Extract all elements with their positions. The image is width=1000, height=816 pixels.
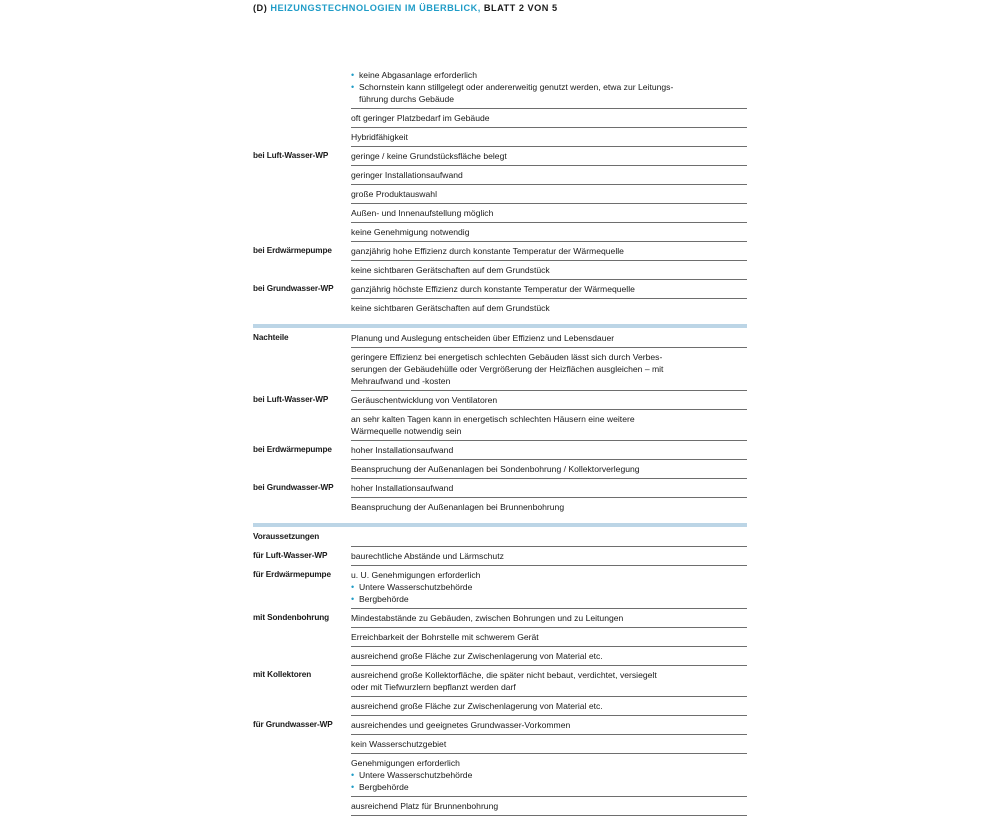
table-cell: baurechtliche Abstände und Lärmschutz (351, 547, 747, 566)
table-row (253, 498, 747, 520)
table-row (253, 66, 747, 109)
table-row (253, 348, 747, 391)
table-row (253, 128, 747, 147)
row-label: bei Erdwärmepumpe (253, 246, 332, 255)
header-prefix: (D) (253, 3, 268, 13)
table-cell: ganzjährig hohe Effizienz durch konstante Temperatur der Wärmequelle (351, 242, 747, 261)
table-row (253, 242, 747, 261)
row-label: bei Luft-Wasser-WP (253, 395, 329, 404)
table-row (253, 299, 747, 321)
table-row (253, 391, 747, 410)
table-row (253, 547, 747, 566)
table-cell: ausreichendes und geeignetes Grundwasser-Vorkommen (351, 716, 747, 735)
section-divider (253, 324, 747, 328)
section-label: Nachteile (253, 333, 289, 342)
table-cell: Mindestabstände zu Gebäuden, zwischen Bohrungen und zu Leitungen (351, 609, 747, 628)
header-title: HEIZUNGSTECHNOLOGIEN IM ÜBERBLICK, (270, 3, 481, 13)
table-cell: ausreichend große Fläche zur Zwischenlagerung von Material etc. (351, 697, 747, 716)
header-page: BLATT 2 VON 5 (483, 3, 558, 13)
table-cell: keine sichtbaren Gerätschaften auf dem Grundstück (351, 303, 550, 313)
table-cell: ausreichend große Fläche zur Zwischenlagerung von Material etc. (351, 647, 747, 666)
row-label: bei Grundwasser-WP (253, 483, 334, 492)
table-cell: ausreichend Platz für Brunnenbohrung (351, 797, 747, 816)
table-cell: Außen- und Innenaufstellung möglich (351, 204, 747, 223)
table-row (253, 147, 747, 166)
bullet-item: • keine Abgasanlage erforderlich (351, 70, 478, 80)
table-row (253, 223, 747, 242)
row-label: für Luft-Wasser-WP (253, 551, 328, 560)
table-cell: geringere Effizienz bei energetisch schlechten Gebäuden lässt sich durch Verbes- serungen der Gebäudehülle oder Vergrößerung der Heizflächen ausgleichen – mit Mehraufwand und -kosten (351, 348, 747, 391)
table-cell: ausreichend große Kollektorfläche, die später nicht bebaut, verdichtet, versiegelt oder mit Tiefwurzlern bepflanzt werden darf (351, 666, 747, 697)
table-cell: u. U. Genehmigungen erforderlich • Untere Wasserschutzbehörde • Bergbehörde (351, 566, 747, 609)
table-row (253, 735, 747, 754)
table-cell: Hybridfähigkeit (351, 128, 747, 147)
table-row (253, 628, 747, 647)
table-row (253, 716, 747, 735)
row-label: mit Kollektoren (253, 670, 312, 679)
table-row (253, 441, 747, 460)
table-row (253, 460, 747, 479)
table-cell (351, 528, 747, 547)
table-cell (351, 66, 747, 109)
table-row (253, 109, 747, 128)
table-cell: Erreichbarkeit der Bohrstelle mit schwerem Gerät (351, 628, 747, 647)
table-row (253, 280, 747, 299)
section-label: Voraussetzungen (253, 532, 320, 541)
table-row (253, 329, 747, 348)
table-row (253, 647, 747, 666)
table-cell: ganzjährig höchste Effizienz durch konstante Temperatur der Wärmequelle (351, 280, 747, 299)
table-cell: Beanspruchung der Außenanlagen bei Brunnenbohrung (351, 502, 565, 512)
bullet-icon: • (351, 782, 355, 792)
table-row (253, 697, 747, 716)
bullet-icon: • (351, 70, 355, 80)
table-cell: Beanspruchung der Außenanlagen bei Sondenbohrung / Kollektorverlegung (351, 460, 747, 479)
table-row (253, 528, 747, 547)
heat-pump-table (253, 66, 747, 816)
table-row (253, 479, 747, 498)
bullet-item: • Untere Wasserschutzbehörde (351, 770, 473, 780)
bullet-icon: • (351, 770, 355, 780)
bullet-item: • Bergbehörde (351, 782, 409, 792)
table-row (253, 410, 747, 441)
row-label: mit Sondenbohrung (253, 613, 330, 622)
bullet-icon: • (351, 82, 355, 92)
table-row (253, 261, 747, 280)
bullet-item: • Bergbehörde (351, 594, 409, 604)
table-cell: Genehmigungen erforderlich • Untere Wasserschutzbehörde • Bergbehörde (351, 754, 747, 797)
row-label: bei Grundwasser-WP (253, 284, 334, 293)
bullet-icon: • (351, 594, 355, 604)
table-cell: geringe / keine Grundstücksfläche belegt (351, 147, 747, 166)
table-row (253, 566, 747, 609)
table-cell: geringer Installationsaufwand (351, 166, 747, 185)
table-row (253, 185, 747, 204)
table-cell: hoher Installationsaufwand (351, 441, 747, 460)
table-row (253, 204, 747, 223)
row-label: bei Erdwärmepumpe (253, 445, 332, 454)
section-divider (253, 523, 747, 527)
table-cell: Planung und Auslegung entscheiden über Effizienz und Lebensdauer (351, 329, 747, 348)
table-cell: keine sichtbaren Gerätschaften auf dem Grundstück (351, 261, 747, 280)
table-row (253, 666, 747, 697)
table-cell: Geräuschentwicklung von Ventilatoren (351, 391, 747, 410)
table-cell: kein Wasserschutzgebiet (351, 735, 747, 754)
table-cell: große Produktauswahl (351, 185, 747, 204)
row-label: für Erdwärmepumpe (253, 570, 331, 579)
page-header (253, 3, 558, 13)
bullet-item: • Untere Wasserschutzbehörde (351, 582, 473, 592)
table-cell: hoher Installationsaufwand (351, 479, 747, 498)
table-cell: an sehr kalten Tagen kann in energetisch schlechten Häusern eine weitere Wärmequelle notwendig sein (351, 410, 747, 441)
row-label: für Grundwasser-WP (253, 720, 333, 729)
table-row (253, 166, 747, 185)
table-cell: oft geringer Platzbedarf im Gebäude (351, 109, 747, 128)
table-row (253, 609, 747, 628)
bullet-item: • Schornstein kann stillgelegt oder andererweitig genutzt werden, etwa zur Leitungs- führung durchs Gebäude (351, 82, 674, 104)
bullet-icon: • (351, 582, 355, 592)
table-row (253, 754, 747, 797)
row-label (253, 66, 351, 109)
table-cell: keine Genehmigung notwendig (351, 223, 747, 242)
row-label: bei Luft-Wasser-WP (253, 151, 329, 160)
